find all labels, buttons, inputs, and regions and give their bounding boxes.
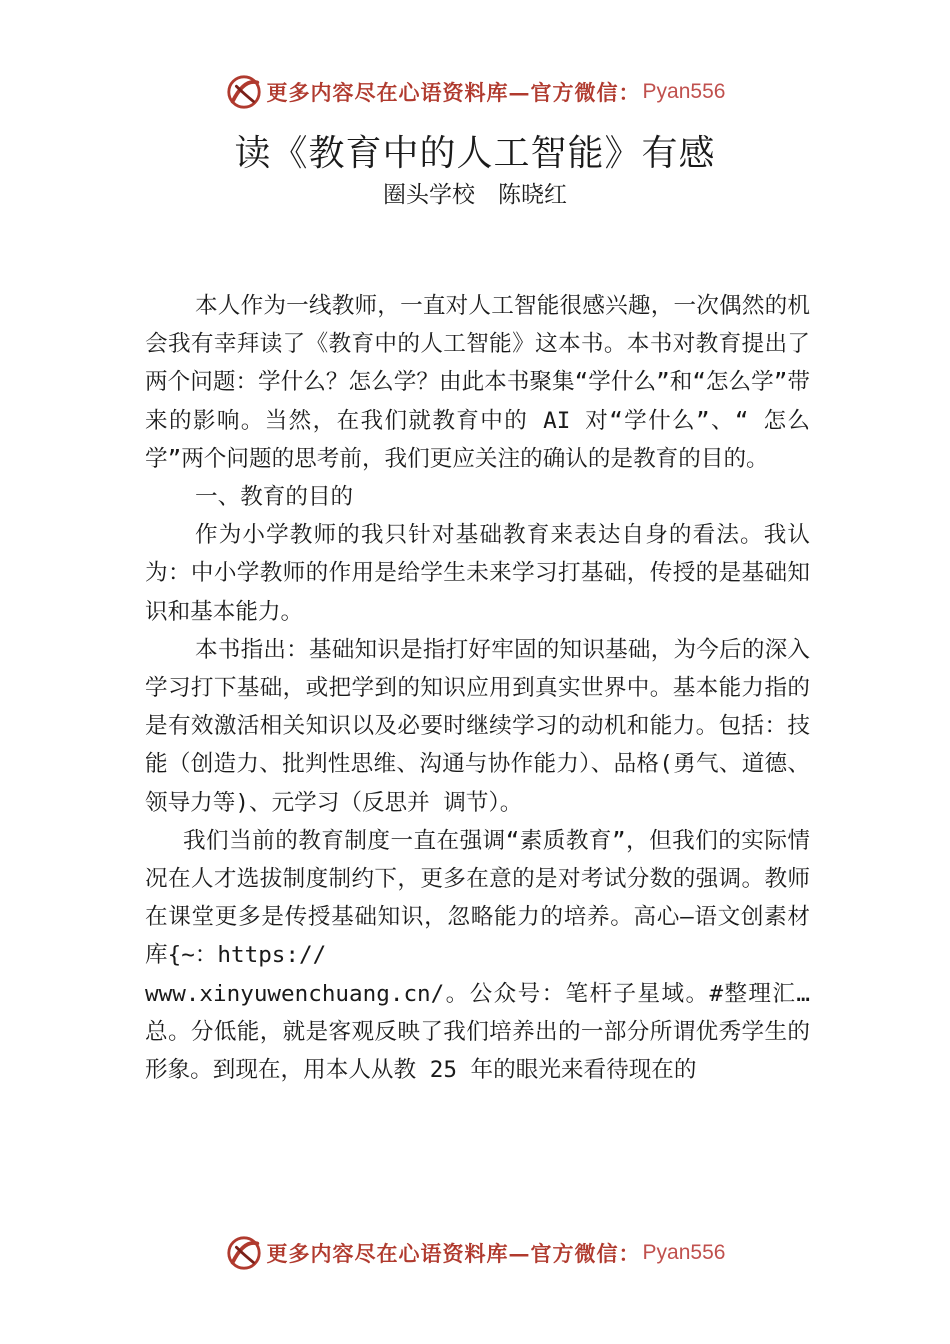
- paragraph-continued: www.xinyuwenchuang.cn/。公众号：笔杆子星域。#整理汇…总。分低能，就是客观反映了我们培养出的一部分所谓优秀学生的形象。到现在，用本人从教 25 年的眼光来看待现在的: [145, 980, 810, 1084]
- banner-wechat-id: Pyan556: [642, 80, 726, 103]
- page-title: 读《教育中的人工智能》有感: [234, 133, 716, 174]
- banner-text: 更多内容尽在心语资料库—官方微信：: [266, 1241, 641, 1266]
- header-banner: [0, 72, 950, 112]
- paragraph-view: 作为小学教师的我只针对基础教育来表达自身的看法。我认为：中小学教师的作用是给学生未来学习打基础，传授的是基础知识和基本能力。: [145, 522, 810, 625]
- banner-text: 更多内容尽在心语资料库—官方微信：: [266, 80, 641, 105]
- section-heading: 一、教育的目的: [195, 484, 354, 511]
- paragraph-book: 本书指出：基础知识是指打好牢固的知识基础，为今后的深入学习打下基础，或把学到的知识应用到真实世界中。基本能力指的是有效激活相关知识以及必要时继续学习的动机和能力。包括：技能（创造力、批判性思维、沟通与协作能力）、品格(勇气、道德、领导力等)、元学习（反思并 调节）。: [145, 636, 810, 816]
- footer-banner: [0, 1233, 950, 1273]
- logo-icon: [225, 1234, 263, 1272]
- logo-icon: [225, 73, 263, 111]
- paragraph-system: 我们当前的教育制度一直在强调“素质教育”，但我们的实际情况在人才选拔制度制约下，更多在意的是对考试分数的强调。教师在课堂更多是传授基础知识，忽略能力的培养。高心—语文创素材库{~：https://: [145, 827, 810, 969]
- paragraph-intro: 本人作为一线教师，一直对人工智能很感兴趣，一次偶然的机会我有幸拜读了《教育中的人工智能》这本书。本书对教育提出了两个问题：学什么？怎么学？由此本书聚集“学什么”和“怎么学”带来的影响。当然，在我们就教育中的 AI 对“学什么”、“ 怎么学”两个问题的思考前，我们更应关注的确认的是教育的目的。: [145, 293, 810, 472]
- author-line: 圈头学校 陈晓红: [383, 182, 567, 208]
- banner-wechat-id: Pyan556: [642, 1241, 726, 1264]
- article-body: [145, 287, 810, 1089]
